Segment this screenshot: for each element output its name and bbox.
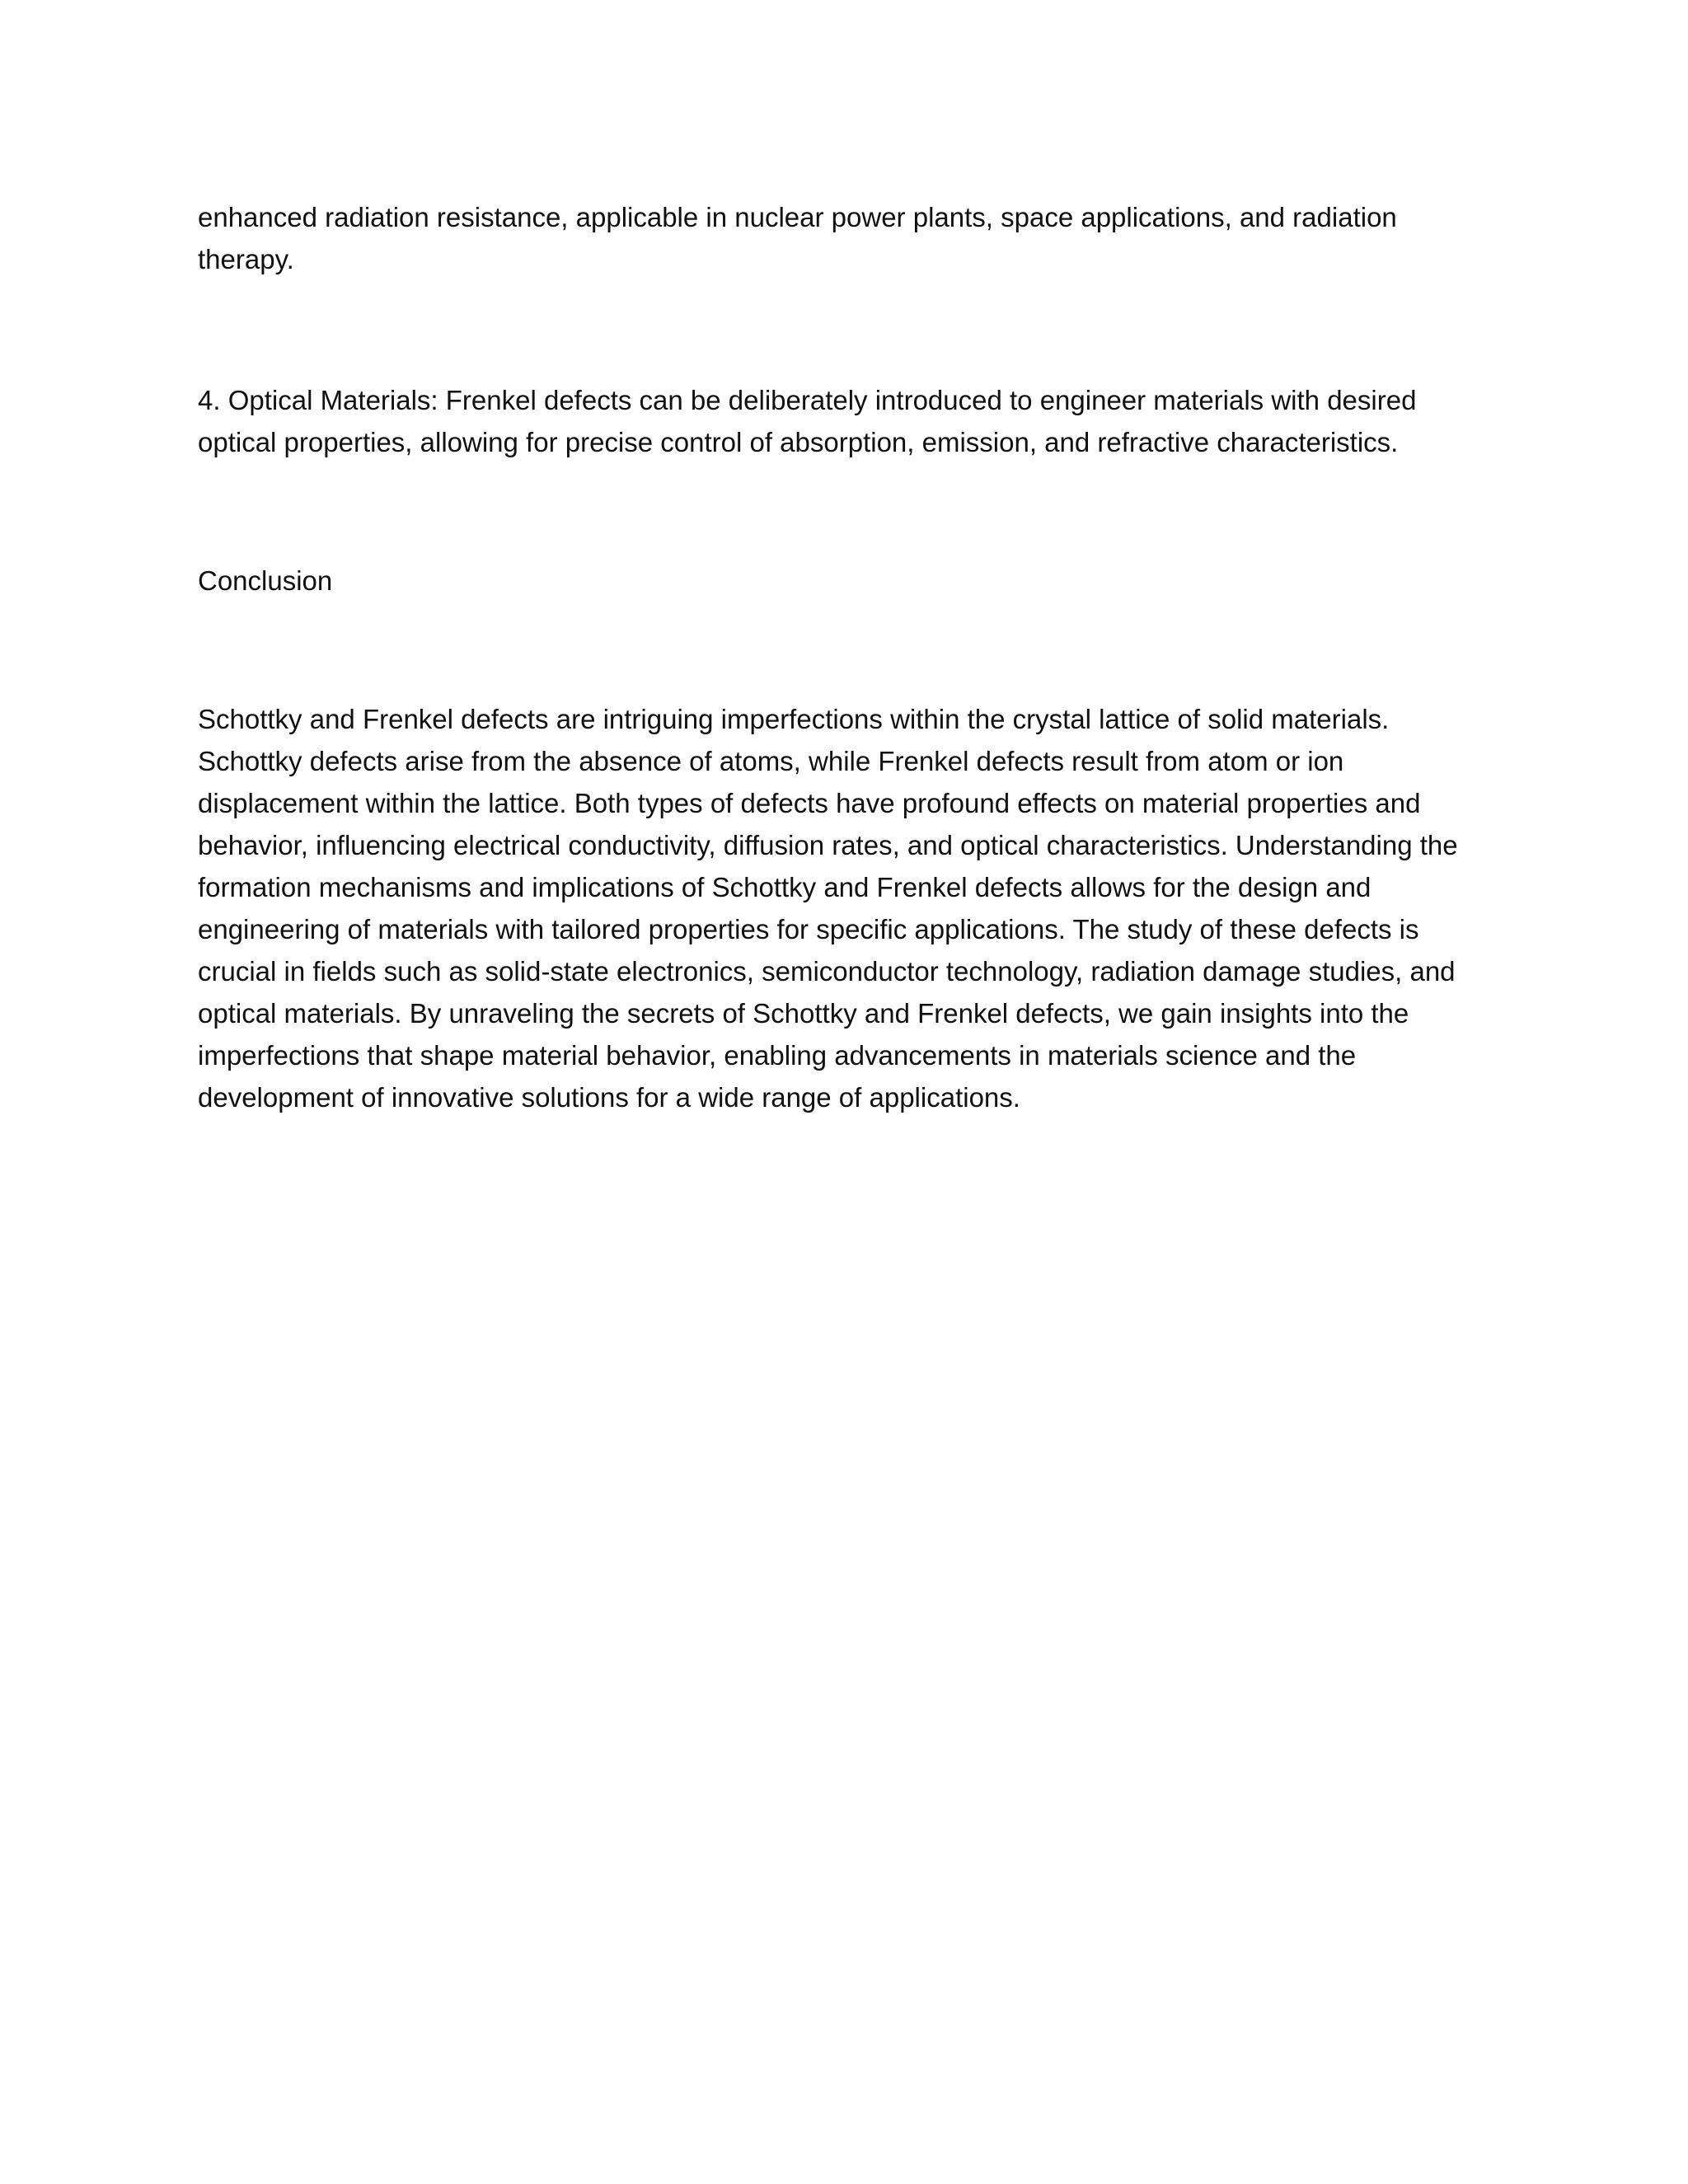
paragraph-spacer: [198, 280, 1500, 379]
paragraph-continuation: enhanced radiation resistance, applicable in nuclear power plants, space applications, and radiation therapy.: [198, 202, 1397, 274]
document-body: [198, 196, 1500, 1118]
section-heading-conclusion: Conclusion: [198, 565, 333, 596]
paragraph-spacer: [198, 463, 1500, 560]
paragraph-spacer: [198, 602, 1500, 698]
paragraph-conclusion-body: Schottky and Frenkel defects are intriguing imperfections within the crystal lattice of solid materials. Schottky defects arise from the absence of atoms, while Frenkel defects result from atom or ion displacement within the lattice. Both types of defects have profound effects on material properties and behavior, influencing electrical conductivity, diffusion rates, and optical characteristics. Understanding the formation mechanisms and implications of Schottky and Frenkel defects allows for the design and engineering of materials with tailored properties for specific applications. The study of these defects is crucial in fields such as solid-state electronics, semiconductor technology, radiation damage studies, and optical materials. By unraveling the secrets of Schottky and Frenkel defects, we gain insights into the imperfections that shape material behavior, enabling advancements in materials science and the development of innovative solutions for a wide range of applications.: [198, 704, 1458, 1113]
paragraph-optical-materials: 4. Optical Materials: Frenkel defects can be deliberately introduced to engineer materials with desired optical properties, allowing for precise control of absorption, emission, and refractive characteristics.: [198, 385, 1417, 457]
